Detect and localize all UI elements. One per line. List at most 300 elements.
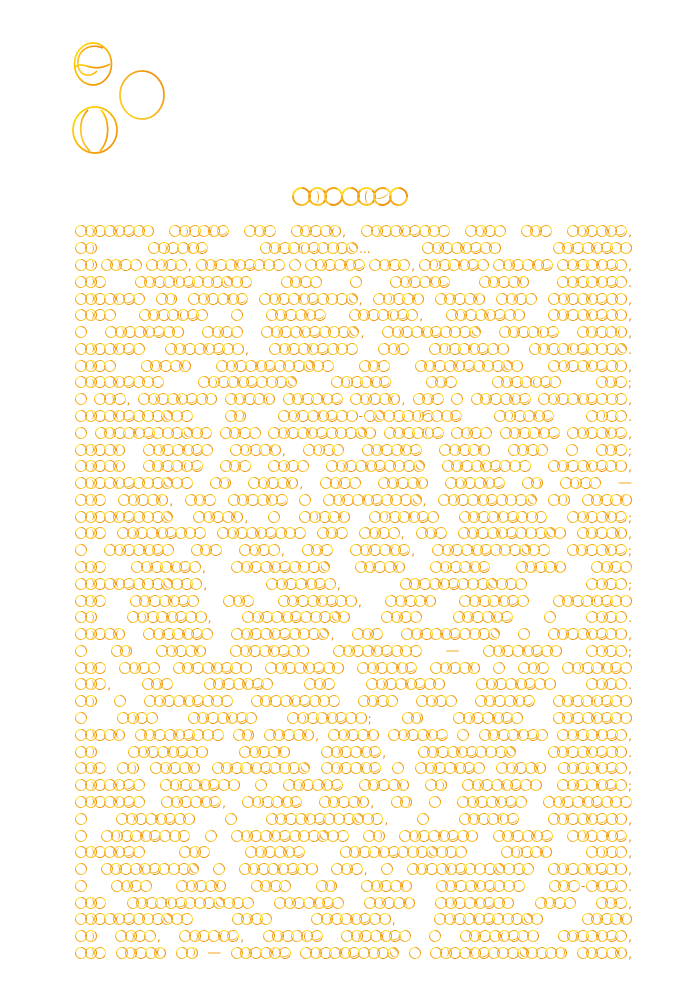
word: [358, 695, 399, 707]
circle-glyph: [424, 595, 436, 607]
word: [202, 326, 243, 338]
word: [430, 947, 567, 959]
word: [283, 779, 343, 791]
word: [543, 796, 632, 808]
text-line: [75, 475, 632, 492]
circle-glyph: [93, 492, 108, 507]
word: [415, 360, 523, 372]
word: [459, 813, 519, 825]
punctuation-mark: ,: [628, 460, 632, 475]
punctuation-mark: ,: [628, 258, 632, 273]
word: [188, 293, 248, 305]
word: [430, 561, 490, 573]
word: [529, 343, 632, 355]
circle-glyph: [145, 659, 162, 676]
word: [364, 897, 414, 909]
circle-glyph: [613, 224, 628, 239]
word: [425, 779, 447, 791]
punctuation-mark: .: [628, 275, 632, 290]
circle-glyph: [253, 777, 270, 794]
word: [143, 444, 213, 456]
circle-glyph: [508, 710, 525, 727]
circle-glyph: [620, 913, 632, 925]
circle-glyph: [512, 794, 529, 811]
word: [75, 427, 87, 439]
circle-glyph: [335, 828, 350, 843]
word: [492, 376, 562, 388]
word: [434, 913, 542, 925]
circle-glyph: [73, 424, 90, 441]
circle-glyph: [434, 727, 449, 742]
circle-glyph: [286, 477, 298, 489]
word: [75, 897, 106, 909]
word: [451, 393, 463, 405]
circle-glyph: [322, 677, 337, 692]
word: [438, 494, 536, 506]
word: [150, 762, 200, 774]
punctuation-mark: .: [628, 342, 632, 357]
punctuation-mark: ,: [358, 292, 363, 307]
punctuation-mark: -: [581, 878, 586, 893]
punctuation-mark: ,: [628, 292, 632, 307]
word: [426, 376, 457, 388]
word: [281, 276, 322, 288]
word: [244, 225, 275, 237]
word: [493, 830, 553, 842]
word: [359, 779, 409, 791]
word: [143, 628, 213, 640]
word: [499, 326, 559, 338]
word: [75, 326, 87, 338]
word: [352, 628, 383, 640]
punctuation-mark: ;: [627, 376, 632, 391]
text-line: [75, 324, 632, 341]
circle-glyph: [325, 880, 337, 892]
word: [75, 746, 97, 758]
circle-glyph: [615, 460, 627, 472]
circle-glyph: [297, 645, 309, 657]
circle-glyph: [613, 895, 628, 910]
circle-glyph: [545, 324, 560, 339]
word: [321, 762, 381, 774]
text-line: [75, 609, 632, 626]
circle-glyph: [321, 575, 338, 592]
word: [538, 393, 632, 408]
word: [188, 712, 258, 724]
word: [259, 293, 362, 305]
circle-glyph: [347, 273, 364, 290]
punctuation-mark: ,: [281, 443, 286, 458]
circle-glyph: [411, 712, 423, 724]
word: [268, 460, 309, 472]
circle-glyph: [408, 643, 423, 658]
word: [553, 712, 632, 724]
word: [230, 444, 285, 456]
circle-glyph: [319, 543, 334, 558]
circle-glyph: [208, 543, 223, 558]
word: [287, 712, 372, 727]
circle-glyph: [214, 880, 226, 892]
text-line: [75, 693, 632, 710]
circle-glyph: [376, 358, 391, 373]
circle-glyph: [113, 628, 125, 640]
circle-glyph: [196, 746, 208, 758]
circle-glyph: [511, 878, 526, 893]
circle-glyph: [615, 863, 627, 875]
word: [416, 527, 447, 539]
word: [442, 460, 531, 472]
word: [429, 930, 441, 942]
circle-glyph: [265, 508, 282, 525]
text-line: [75, 844, 632, 861]
circle-glyph: [397, 779, 409, 791]
punctuation-mark: ,: [628, 326, 632, 341]
circle-glyph: [416, 477, 428, 489]
circle-glyph: [222, 810, 239, 827]
word: [278, 595, 362, 607]
word: [435, 293, 485, 305]
word: [361, 225, 450, 237]
circle-glyph: [93, 660, 108, 675]
word: [75, 880, 87, 892]
word: [75, 662, 106, 674]
word: [416, 695, 457, 707]
circle-glyph: [113, 460, 125, 472]
word: [321, 746, 386, 758]
word: [193, 511, 248, 523]
circle-glyph: [334, 526, 349, 541]
word: [359, 360, 390, 372]
word: [451, 427, 492, 439]
word: [179, 846, 210, 858]
circle-glyph: [367, 761, 382, 776]
word: [457, 729, 469, 741]
text-line: [75, 575, 632, 592]
punctuation-mark: ,: [156, 930, 161, 945]
word: [390, 276, 450, 288]
circle-glyph: [613, 425, 628, 440]
circle-glyph: [427, 928, 444, 945]
circle-glyph: [546, 425, 561, 440]
word: [302, 544, 333, 556]
word: [75, 813, 87, 825]
text-line: [75, 676, 632, 693]
circle-glyph: [613, 509, 628, 524]
word: [104, 544, 174, 556]
word: [75, 830, 87, 842]
circle-glyph: [85, 242, 97, 254]
circle-glyph: [229, 307, 246, 324]
circle-glyph: [390, 760, 407, 777]
circle-glyph: [406, 945, 423, 962]
word: [255, 779, 267, 791]
circle-glyph: [618, 559, 635, 576]
circle-glyph: [523, 290, 540, 307]
word: [231, 628, 335, 643]
word: [562, 662, 632, 674]
circle-glyph: [613, 543, 628, 558]
circle-glyph: [620, 494, 632, 506]
circle-glyph: [73, 877, 90, 894]
word: [328, 729, 378, 741]
punctuation-mark: .: [628, 879, 632, 894]
circle-glyph: [195, 611, 207, 623]
circle-glyph: [216, 224, 231, 239]
circle-glyph: [73, 642, 90, 659]
word: [213, 863, 225, 875]
circle-glyph: [443, 375, 458, 390]
text-line: [75, 357, 632, 374]
circle-glyph: [198, 441, 215, 458]
circle-glyph: [566, 878, 581, 893]
circle-glyph: [330, 441, 347, 458]
circle-glyph: [351, 257, 366, 272]
circle-glyph: [93, 945, 108, 960]
word: [266, 309, 326, 321]
word: [75, 645, 87, 657]
circle-glyph: [183, 813, 195, 825]
word: [160, 779, 239, 791]
word: [369, 511, 439, 523]
text-line: [75, 626, 632, 643]
word: [415, 762, 485, 774]
circle-glyph: [364, 427, 376, 439]
word: [320, 477, 361, 489]
punctuation-mark: ;: [367, 712, 372, 727]
circle-glyph: [329, 225, 341, 237]
circle-glyph: [177, 828, 192, 843]
word: [299, 511, 349, 523]
circle-glyph: [93, 559, 108, 574]
word: [557, 729, 631, 741]
circle-glyph: [141, 928, 158, 945]
word: [161, 796, 226, 808]
circle-glyph: [426, 794, 443, 811]
circle-glyph: [219, 694, 234, 709]
logo-ring-wave-glyph: [75, 43, 112, 85]
word: [75, 913, 193, 925]
circle-glyph: [502, 743, 519, 760]
punctuation-mark: ,: [628, 225, 632, 240]
word: [388, 729, 448, 741]
circle-glyph: [513, 309, 525, 321]
word: [577, 947, 632, 959]
circle-glyph: [388, 393, 400, 405]
punctuation-mark: ,: [187, 258, 192, 273]
word: [392, 762, 404, 774]
circle-glyph: [408, 442, 423, 457]
logo-wave-stroke: [78, 46, 103, 75]
word: [101, 259, 142, 271]
word: [114, 695, 126, 707]
word: [429, 343, 508, 355]
punctuation-mark: —: [617, 475, 632, 492]
punctuation-mark: ,: [391, 913, 396, 928]
punctuation-mark: ,: [107, 678, 112, 693]
word: [119, 662, 160, 674]
circle-glyph: [613, 575, 630, 592]
punctuation-mark: ;: [627, 443, 632, 458]
circle-glyph: [620, 712, 632, 724]
text-line: [75, 710, 632, 727]
word: [223, 595, 254, 607]
circle-glyph: [85, 695, 97, 707]
word: [553, 595, 632, 607]
circle-glyph: [289, 794, 304, 809]
circle-glyph: [367, 729, 379, 741]
word: [516, 561, 566, 573]
word: [457, 796, 527, 808]
word: [225, 813, 237, 825]
punctuation-mark: ;: [627, 544, 632, 559]
word: [94, 393, 131, 408]
circle-glyph: [379, 861, 396, 878]
circle-glyph: [202, 827, 219, 844]
word: [430, 662, 480, 674]
punctuation-mark: ,: [628, 762, 632, 777]
circle-glyph: [540, 257, 555, 272]
word: [131, 561, 206, 576]
word: [553, 695, 632, 707]
text-line: [75, 408, 632, 425]
circle-glyph: [515, 626, 532, 643]
word: [264, 729, 319, 741]
word: [260, 242, 371, 257]
circle-glyph: [521, 694, 536, 709]
word: [462, 779, 541, 791]
word: [522, 477, 544, 489]
text-line: [75, 911, 632, 928]
circle-glyph: [534, 441, 551, 458]
circle-glyph: [355, 712, 367, 724]
punctuation-mark: .: [628, 611, 632, 626]
word: [378, 343, 409, 355]
circle-glyph: [165, 293, 177, 305]
word: [75, 309, 116, 321]
circle-glyph: [384, 945, 401, 962]
word: [618, 476, 632, 490]
circle-glyph: [370, 626, 385, 641]
circle-glyph: [329, 777, 344, 792]
word: [366, 678, 445, 690]
punctuation-mark: ,: [628, 863, 632, 878]
word: [501, 846, 551, 858]
circle-glyph: [534, 509, 549, 524]
punctuation-mark: ,: [240, 930, 245, 945]
word: [135, 729, 224, 741]
circle-glyph: [73, 861, 90, 878]
circle-glyph: [179, 912, 194, 927]
word: [196, 259, 285, 271]
word: [231, 830, 349, 842]
word: [548, 460, 632, 475]
word: [207, 946, 221, 960]
word: [165, 343, 249, 355]
word: [548, 309, 632, 324]
word: [75, 544, 87, 556]
text-line: [75, 374, 632, 391]
circle-glyph: [515, 592, 532, 609]
circle-glyph: [332, 662, 344, 674]
word: [75, 259, 97, 271]
circle-glyph: [130, 290, 147, 307]
word: [248, 477, 304, 492]
word: [417, 813, 429, 825]
circle-glyph: [271, 257, 286, 272]
circle-glyph: [172, 257, 189, 274]
circle-glyph: [154, 947, 166, 959]
word: [210, 477, 232, 489]
punctuation-mark: ,: [126, 393, 131, 408]
word: [331, 863, 368, 878]
word: [239, 863, 318, 875]
circle-glyph: [210, 861, 227, 878]
word: [232, 913, 273, 925]
word: [409, 947, 421, 959]
punctuation-mark: .: [628, 745, 632, 760]
word: [459, 595, 529, 607]
circle-glyph: [618, 794, 633, 809]
word: [548, 293, 632, 305]
circle-glyph: [307, 273, 324, 290]
circle-glyph: [346, 410, 358, 422]
circle-glyph: [194, 645, 206, 657]
circle-glyph: [344, 240, 361, 257]
word: [496, 293, 537, 305]
circle-glyph: [491, 659, 508, 676]
circle-glyph: [93, 526, 108, 541]
word: [518, 628, 530, 640]
circle-glyph: [517, 276, 529, 288]
word: [436, 880, 525, 892]
word: [460, 930, 539, 942]
word: [446, 309, 525, 321]
word: [305, 259, 365, 271]
circle-glyph: [615, 947, 627, 959]
circle-glyph: [73, 391, 90, 408]
circle-glyph: [137, 877, 154, 894]
word: [283, 393, 343, 405]
circle-glyph: [343, 290, 360, 307]
word: [144, 695, 233, 707]
punctuation-mark: ;: [627, 644, 632, 659]
circle-glyph: [620, 242, 632, 254]
circle-glyph: [615, 813, 627, 825]
punctuation-mark: ,: [628, 628, 632, 643]
word: [378, 477, 428, 489]
circle-glyph: [179, 475, 194, 490]
text-line: [75, 794, 632, 811]
word: [317, 527, 348, 539]
word: [493, 259, 553, 271]
circle-glyph: [202, 492, 217, 507]
word: [596, 444, 632, 456]
circle-glyph: [491, 475, 506, 490]
text-line: [75, 391, 632, 408]
punctuation-mark: ,: [628, 426, 632, 441]
circle-glyph: [430, 392, 445, 407]
circle-glyph: [210, 727, 225, 742]
word: [75, 863, 87, 875]
circle-glyph: [615, 293, 627, 305]
word: [326, 460, 424, 472]
word: [445, 644, 459, 658]
punctuation-mark: ;: [627, 779, 632, 794]
word: [496, 762, 546, 774]
punctuation-mark: ...: [359, 242, 371, 257]
word: [596, 376, 632, 391]
word: [591, 561, 632, 573]
